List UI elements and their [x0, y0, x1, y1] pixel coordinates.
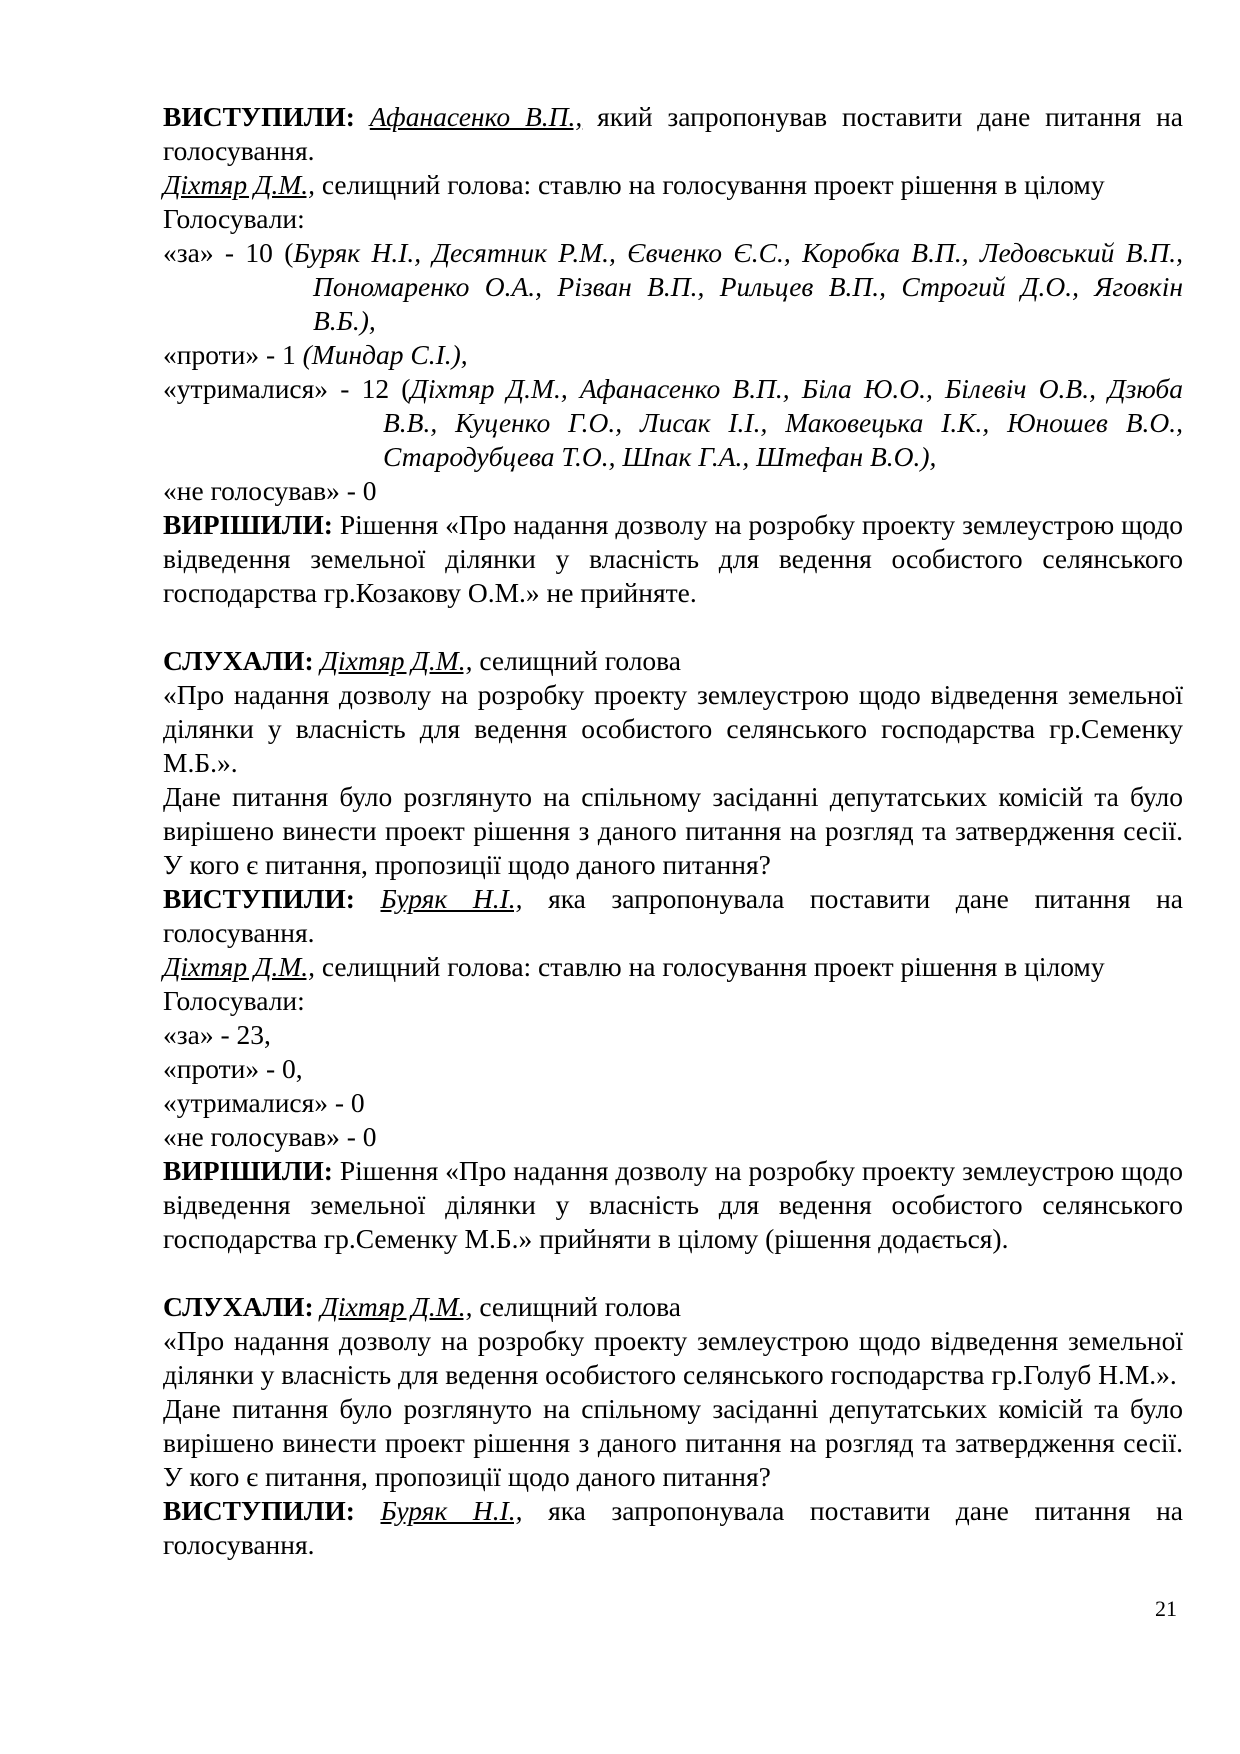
spoke-text: яка запропонувала поставити дане питання на голосування.: [163, 1495, 1184, 1560]
vote-against-names: (Миндар С.І.),: [302, 339, 468, 370]
section-gap: [163, 1256, 1183, 1290]
vote-for-label: «за» - 10 (: [163, 237, 294, 268]
section-gap: [163, 610, 1183, 644]
block2-not-voted: «не голосував» - 0: [163, 1121, 377, 1152]
block2-discussion: Дане питання було розглянуто на спільному засіданні депутатських комісій та було вирішено винести проект рішення з даного питання на розгляд та затвердження сесії. У кого є питання, пропозиції щодо даного питання?: [163, 781, 1183, 880]
block2-vote-against: «проти» - 0,: [163, 1053, 303, 1084]
block1-decided: [163, 508, 1183, 610]
block3-topic: «Про надання дозволу на розробку проекту землеустрою щодо відведення земельної ділянки у власність для ведення особистого селянського господарства гр.Голуб Н.М.».: [163, 1325, 1183, 1390]
vote-abstain-label: «утрималися» - 12 (: [163, 373, 411, 404]
vote-abstain-names: Діхтяр Д.М., Афанасенко В.П., Біла Ю.О., Білевіч О.В., Дзюба В.В., Куценко Г.О., Лисак І.І., Маковецька І.К., Юношев В.О., Стародубцева Т.О., Шпак Г.А., Штефан В.О.),: [383, 373, 1183, 472]
block2-chair: [163, 950, 1183, 984]
block1-vote-for: [163, 236, 1183, 338]
block3-discussion: Дане питання було розглянуто на спільному засіданні депутатських комісій та було вирішено винести проект рішення з даного питання на розгляд та затвердження сесії. У кого є питання, пропозиції щодо даного питання?: [163, 1393, 1183, 1492]
block1-not-voted: «не голосував» - 0: [163, 475, 377, 506]
heard-name: Діхтяр Д.М.,: [320, 645, 473, 676]
minutes-body: [163, 100, 1183, 1562]
spoke-label: ВИСТУПИЛИ:: [163, 883, 355, 914]
block1-spoke: [163, 100, 1183, 168]
chair-text: селищний голова: ставлю на голосування проект рішення в цілому: [314, 169, 1105, 200]
block2-spoke: [163, 882, 1183, 950]
spoke-label: ВИСТУПИЛИ:: [163, 1495, 355, 1526]
block3-heard: [163, 1290, 1183, 1324]
heard-text: селищний голова: [472, 645, 682, 676]
block2-decided: [163, 1154, 1183, 1256]
block2-vote-for: «за» - 23,: [163, 1019, 271, 1050]
vote-for-names: Буряк Н.І., Десятник Р.М., Євченко Є.С., Коробка В.П., Ледовський В.П., Пономаренко О.А., Різван В.П., Рильцев В.П., Строгий Д.О., Яговкін В.Б.),: [293, 237, 1183, 336]
block3-spoke: [163, 1494, 1183, 1562]
decided-text: Рішення «Про надання дозволу на розробку проекту землеустрою щодо відведення земельної ділянки у власність для ведення особистого селянського господарства гр.Семенку М.Б.» прийняти в цілому (рішення додається).: [163, 1155, 1183, 1254]
block2-heard: [163, 644, 1183, 678]
vote-against-label: «проти» - 1: [163, 339, 303, 370]
page-number: 21: [1155, 1596, 1177, 1621]
decided-text: Рішення «Про надання дозволу на розробку проекту землеустрою щодо відведення земельної ділянки у власність для ведення особистого селянського господарства гр.Козакову О.М.» не прийняте.: [163, 509, 1183, 608]
block2-topic: «Про надання дозволу на розробку проекту землеустрою щодо відведення земельної ділянки у власність для ведення особистого селянського господарства гр.Семенку М.Б.».: [163, 679, 1183, 778]
block2-voted: Голосували:: [163, 985, 305, 1016]
heard-label: СЛУХАЛИ:: [163, 645, 314, 676]
decided-label: ВИРІШИЛИ:: [163, 1155, 333, 1186]
chair-name: Діхтяр Д.М.,: [163, 951, 315, 982]
block1-vote-against: [163, 338, 1183, 372]
speaker-name: Буряк Н.І.,: [380, 883, 523, 914]
decided-label: ВИРІШИЛИ:: [163, 509, 333, 540]
spoke-label: ВИСТУПИЛИ:: [163, 101, 355, 132]
heard-name: Діхтяр Д.М.,: [320, 1291, 473, 1322]
block2-vote-abstain: «утрималися» - 0: [163, 1087, 365, 1118]
chair-text: селищний голова: ставлю на голосування проект рішення в цілому: [314, 951, 1105, 982]
block1-vote-abstain: [163, 372, 1183, 474]
spoke-text: яка запропонувала поставити дане питання на голосування.: [163, 883, 1184, 948]
block1-voted: Голосували:: [163, 203, 305, 234]
spoke-text: який запропонував поставити дане питання на голосування.: [163, 101, 1183, 166]
speaker-name: Афанасенко В.П.,: [369, 101, 583, 132]
heard-label: СЛУХАЛИ:: [163, 1291, 314, 1322]
chair-name: Діхтяр Д.М.,: [163, 169, 315, 200]
heard-text: селищний голова: [472, 1291, 682, 1322]
block1-chair: [163, 168, 1183, 202]
speaker-name: Буряк Н.І.,: [380, 1495, 523, 1526]
